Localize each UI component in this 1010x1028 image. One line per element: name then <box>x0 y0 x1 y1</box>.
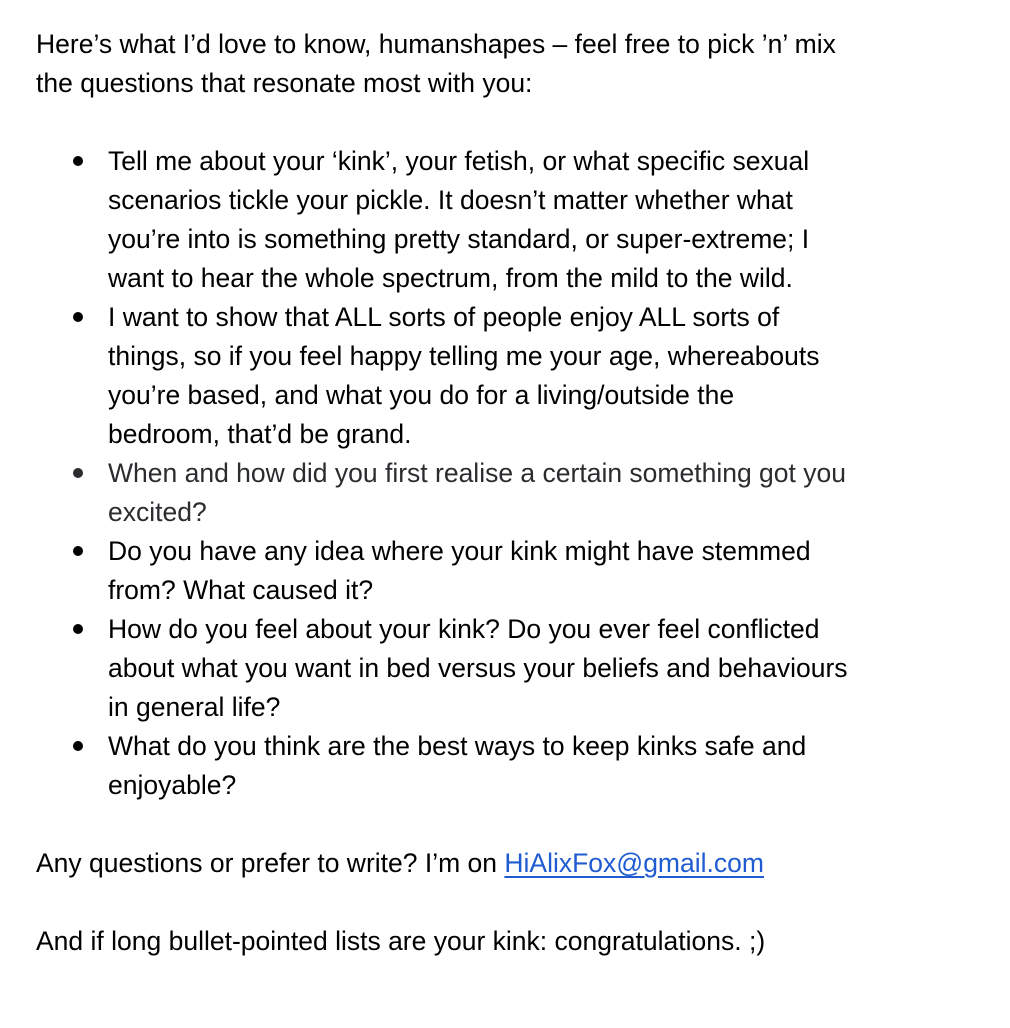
list-item <box>36 727 996 805</box>
questions-list <box>36 142 996 805</box>
document-page <box>36 25 996 961</box>
bullet-icon <box>73 546 83 556</box>
list-item-line: enjoyable? <box>108 770 237 800</box>
list-item-line: you’re based, and what you do for a living/outside the <box>108 380 735 410</box>
list-item-line: about what you want in bed versus your beliefs and behaviours <box>108 653 848 683</box>
list-item-line: I want to show that ALL sorts of people enjoy ALL sorts of <box>108 302 780 332</box>
list-item-line: you’re into is something pretty standard, or super-extreme; I <box>108 224 810 254</box>
bullet-icon <box>73 624 83 634</box>
list-item-line: scenarios tickle your pickle. It doesn’t matter whether what <box>108 185 793 215</box>
bullet-icon <box>73 312 83 322</box>
list-item-line: want to hear the whole spectrum, from the mild to the wild. <box>108 263 793 293</box>
list-item-line: from? What caused it? <box>108 575 374 605</box>
closing-paragraph: And if long bullet-pointed lists are your kink: congratulations. ;) <box>36 926 766 956</box>
list-item <box>36 610 996 727</box>
bullet-icon <box>73 156 83 166</box>
bullet-icon <box>73 468 83 478</box>
contact-paragraph <box>36 844 996 883</box>
list-item-line: things, so if you feel happy telling me your age, whereabouts <box>108 341 820 371</box>
intro-line: the questions that resonate most with you: <box>36 68 533 98</box>
intro-line: Here’s what I’d love to know, humanshapes – feel free to pick ’n’ mix <box>36 29 836 59</box>
list-item-line: When and how did you first realise a certain something got you <box>108 458 846 488</box>
list-item <box>36 298 996 454</box>
list-item <box>36 142 996 298</box>
bullet-icon <box>73 741 83 751</box>
list-item <box>36 532 996 610</box>
list-item-line: excited? <box>108 497 207 527</box>
list-item-line: How do you feel about your kink? Do you ever feel conflicted <box>108 614 820 644</box>
list-item-line: in general life? <box>108 692 281 722</box>
intro-paragraph <box>36 25 996 103</box>
list-item <box>36 454 996 532</box>
list-item-line: What do you think are the best ways to keep kinks safe and <box>108 731 807 761</box>
list-item-line: Tell me about your ‘kink’, your fetish, or what specific sexual <box>108 146 810 176</box>
list-item-line: bedroom, that’d be grand. <box>108 419 412 449</box>
email-link[interactable]: HiAlixFox@gmail.com <box>504 848 764 878</box>
contact-text: Any questions or prefer to write? I’m on <box>36 848 505 878</box>
list-item-line: Do you have any idea where your kink might have stemmed <box>108 536 811 566</box>
